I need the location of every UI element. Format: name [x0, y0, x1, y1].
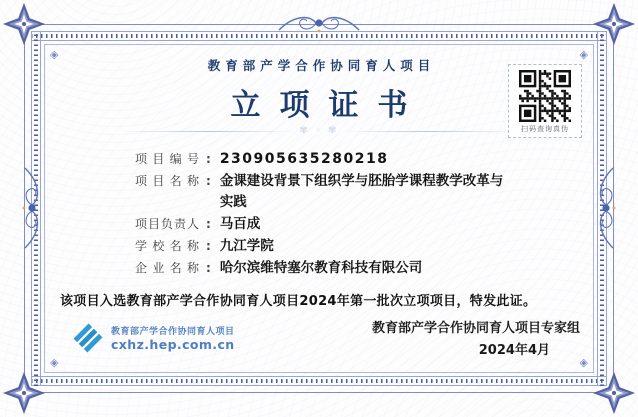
field-label: 企业名称 [135, 261, 199, 275]
logo-website: cxhz.hep.com.cn [111, 337, 235, 352]
logo-program-name: 教育部产学合作协同育人项目 [111, 327, 235, 337]
corner-ornament-icon [1, 370, 47, 416]
field-label: 项目负责人 [135, 217, 199, 231]
qr-caption: 扫码查询真伪 [521, 125, 569, 133]
field-value: 马百成 [219, 216, 261, 232]
inner-corner-diamond-icon: ◈ [579, 356, 588, 369]
border-band-top [31, 31, 607, 41]
corner-ornament-icon [1, 1, 47, 47]
field-row-project-number [135, 149, 512, 170]
field-colon: : [206, 261, 211, 275]
divider-line [120, 131, 296, 132]
inner-corner-diamond-icon: ◈ [50, 48, 59, 61]
program-name: 教育部产学合作协同育人项目 [207, 58, 436, 73]
field-colon: : [206, 217, 211, 231]
inner-corner-diamond-icon: ◈ [579, 48, 588, 61]
field-row-school-name [135, 236, 512, 257]
divider-line [343, 131, 519, 132]
divider-ornament-icon: ✾ ◦ ✾ [299, 125, 339, 136]
corner-ornament-icon [591, 1, 637, 47]
title-divider [120, 126, 518, 136]
border-band-bottom [31, 376, 607, 386]
swirl-flourish-icon [273, 12, 365, 38]
inner-corner-diamond-icon: ◈ [50, 356, 59, 369]
issuer-name: 教育部产学合作协同育人项目专家组 [371, 321, 580, 336]
field-row-company-name [135, 258, 512, 279]
logo-text [111, 324, 235, 352]
field-colon: : [206, 174, 211, 188]
field-colon: : [206, 239, 211, 253]
swirl-flourish-icon [595, 162, 621, 254]
award-statement: 该项目入选教育部产学合作协同育人项目2024年第一批次立项项目，特发此证。 [60, 294, 537, 309]
field-label: 学校名称 [135, 239, 199, 253]
field-row-project-name [135, 171, 512, 213]
qr-verification-block [508, 64, 582, 138]
corner-ornament-icon [591, 370, 637, 416]
qr-code-icon [519, 70, 571, 122]
field-row-project-leader [135, 214, 512, 235]
hep-diamond-logo-icon [72, 322, 104, 354]
field-value: 九江学院 [219, 238, 274, 254]
field-label: 项目名称 [135, 174, 199, 188]
footer-logo-block [72, 322, 235, 354]
field-label: 项目编号 [135, 152, 199, 166]
issue-date: 2024年4月 [478, 343, 550, 358]
field-value: 金课建设背景下组织学与胚胎学课程教学改革与实践 [219, 173, 504, 210]
field-value: 230905635280218 [219, 151, 389, 167]
swirl-flourish-icon [17, 162, 43, 254]
certificate-title: 立项证书 [230, 88, 427, 123]
field-value: 哈尔滨维特塞尔教育科技有限公司 [219, 260, 423, 276]
footer-issuer-block [372, 318, 580, 362]
field-colon: : [206, 152, 211, 166]
certificate-fields [135, 149, 512, 280]
